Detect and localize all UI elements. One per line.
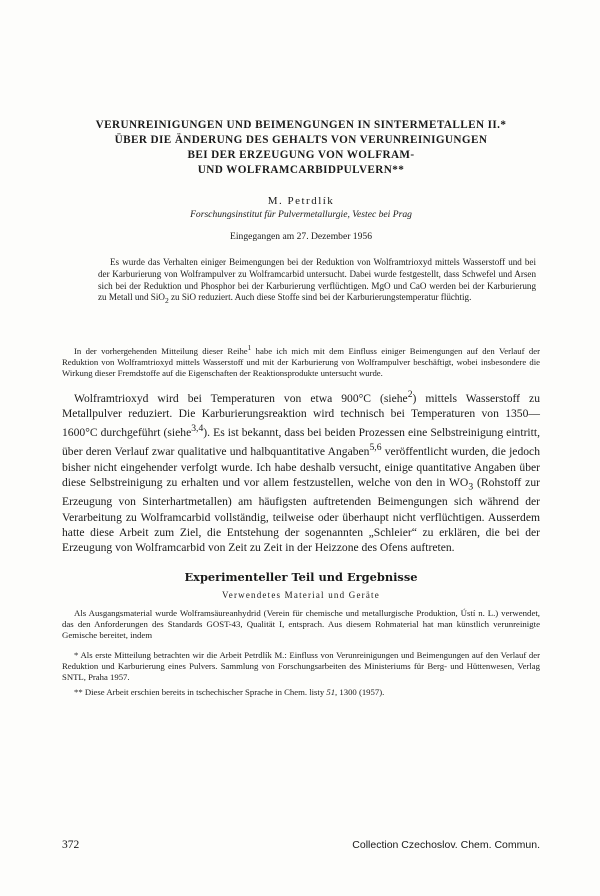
abstract: Es wurde das Verhalten einiger Beimengungen bei der Reduktion von Wolframtrioxyd mittels Wasserstoff und bei der Karburierung von Wolframpulver zu Wolframcarbid untersucht. Dabei wurde festgestellt, dass Schwefel und Arsen sich bei der Reduktion und Phosphor bei der Karburierung verflüchtigen. MgO und CaO werden bei der Karburierung zu Metall und SiO$_2$ zu SiO reduziert. Auch diese Stoffe sind bei der Karburierungstemperatur flüchtig. [98, 257, 536, 306]
article-title [62, 118, 540, 178]
footnote-czech-publication: ** Diese Arbeit erschien bereits in tschechischer Sprache in Chem. listy 51, 1300 (1957). [74, 686, 385, 697]
section-heading: Experimenteller Teil und Ergebnisse [184, 569, 418, 584]
subsection-heading: Verwendetes Material und Geräte [222, 589, 380, 600]
received-date: Eingegangen am 27. Dezember 1956 [230, 231, 372, 242]
footnotes [62, 650, 540, 698]
title-line: BEI DER ERZEUGUNG VON WOLFRAM- [187, 149, 415, 161]
page-footer [62, 839, 540, 851]
article [62, 118, 540, 698]
title-line: ÜBER DIE ÄNDERUNG DES GEHALTS VON VERUNREINIGUNGEN [114, 134, 488, 146]
author-name: M. Petrdlík [267, 195, 335, 207]
footnote-first-communication: * Als erste Mitteilung betrachten wir die Arbeit Petrdlík M.: Einfluss von Verunreinigungen und Beimengungen auf den Verlauf der Reduktion und Karburierung eines Pulvers. Sammlung von Forschungsarbeiten des Ministeriums für Berg- und Hüttenwesen, Verlag SNTL, Praha 1957. [62, 649, 540, 683]
title-line: VERUNREINIGUNGEN UND BEIMENGUNGEN IN SINTERMETALLEN II.* [95, 119, 507, 131]
journal-name: Collection Czechoslov. Chem. Commun. [352, 839, 540, 851]
materials-paragraph: Als Ausgangsmaterial wurde Wolframsäureanhydrid (Verein für chemische und metallurgische Produktion, Ústí n. L.) verwendet, das den Anforderungen des Standards GOST-43, Qualität I, entsprach. Aus diesem Rohmaterial hat man künstlich verunreinigte Gemische bereitet, indem [62, 607, 540, 641]
page-number: 372 [62, 839, 80, 851]
author-affiliation: Forschungsinstitut für Pulvermetallurgie, Vestec bei Prag [190, 209, 412, 220]
title-line: UND WOLFRAMCARBIDPULVERN** [197, 164, 405, 176]
intro-paragraph: In der vorhergehenden Mitteilung dieser Reihe$^1$ habe ich mich mit dem Einfluss einiger Beimengungen auf den Verlauf der Reduktion von Wolframtrioxyd mittels Wasserstoff und mit der Karburierung von Wolframpulver beschäftigt, wobei insbesondere die Wirkung dieser Fremdstoffe auf die Eigenschaften der Reaktionsprodukte untersucht wurde. [62, 344, 540, 379]
body-paragraph: Wolframtrioxyd wird bei Temperaturen von etwa 900°C (siehe$^2$) mittels Wasserstoff zu Metallpulver reduziert. Die Karburierungsreaktion wird technisch bei Temperaturen von 1350—1600°C durchgeführt (siehe$^{3,4}$). Es ist bekannt, dass bei beiden Prozessen eine Selbstreinigung eintritt, über deren Verlauf zwar qualitative und halbquantitative Angaben$^{5,6}$ veröffentlicht wurden, die jedoch bisher nicht eingehender verfolgt wurde. Ich habe deshalb versucht, einige quantitative Angaben über diese Selbstreinigung zu erhalten und vor allem festzustellen, welche von den in $WO_3$ (Rohstoff zur Erzeugung von Sinterhartmetallen) am häufigsten auftretenden Beimengungen sich während der Verarbeitung zu Wolframcarbid vollständig, teilweise oder überhaupt nicht verflüchtigen. Ausserdem hatte diese Arbeit zum Ziel, die Entstehung der sogenannten „Schleier“ zu erklären, die bei der Erzeugung von Wolframcarbid von Zeit zu Zeit in der Heizzone des Ofens auftreten. [62, 388, 540, 555]
